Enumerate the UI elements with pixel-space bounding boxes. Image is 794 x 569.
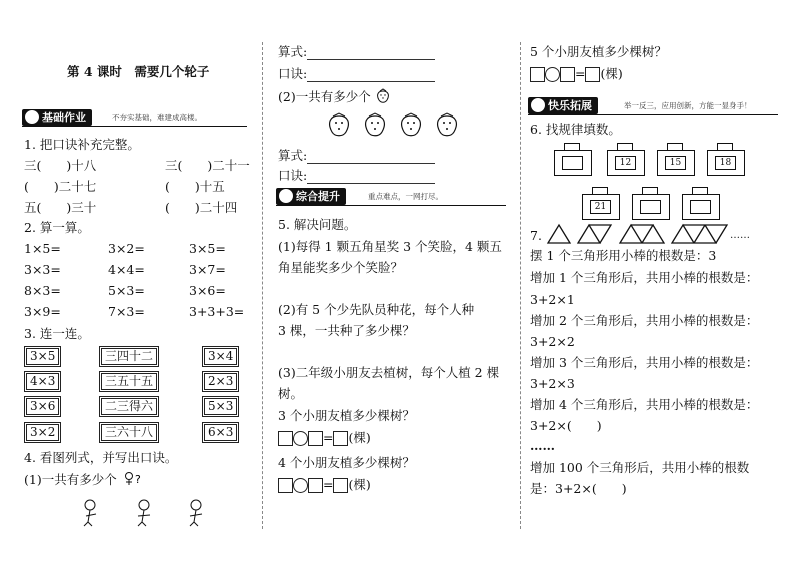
formula-label: 算式: bbox=[278, 148, 308, 163]
q4-title: 4. 看图列式，并写出口诀。 bbox=[24, 450, 178, 465]
answer-box[interactable] bbox=[530, 67, 545, 82]
q4-sub1 bbox=[24, 471, 143, 488]
rhyme-label: 口诀: bbox=[278, 168, 308, 183]
strawberry-icon bbox=[375, 88, 391, 104]
q4-sub2 bbox=[278, 88, 391, 105]
column-right bbox=[520, 0, 794, 569]
banner-label: 综合提升 bbox=[276, 188, 346, 205]
triangle-icon bbox=[548, 225, 570, 243]
match-middle-item[interactable]: 三五十五 bbox=[101, 373, 157, 390]
equation-row: = (棵) bbox=[278, 430, 371, 446]
answer-box[interactable] bbox=[585, 67, 600, 82]
mascot-icon bbox=[530, 97, 546, 113]
rhyme-label: 口诀: bbox=[278, 66, 308, 81]
q7-line: 增加 1 个三角形后，共用小棒的根数是： bbox=[530, 270, 759, 285]
banner-slogan: 举一反三，应用创新，方能一显身手！ bbox=[624, 101, 752, 110]
q3-title: 3. 连一连。 bbox=[24, 326, 90, 341]
problem-3a: 3 个小朋友植多少棵树？ bbox=[278, 408, 415, 423]
strawberry-icon bbox=[330, 113, 349, 136]
answer-box[interactable] bbox=[278, 478, 293, 493]
pattern-box bbox=[632, 194, 670, 220]
banner-rule bbox=[528, 114, 778, 115]
q4-sub1-text: (1)一共有多少个 bbox=[24, 472, 117, 487]
pattern-box bbox=[707, 150, 745, 176]
match-left-group bbox=[24, 422, 61, 443]
q2-item: 4×4= bbox=[108, 262, 145, 277]
column-left bbox=[0, 0, 262, 569]
pattern-box-handle bbox=[642, 187, 658, 194]
answer-box[interactable] bbox=[308, 478, 323, 493]
q7-number: 7. bbox=[530, 228, 542, 243]
q7-line: 摆 1 个三角形用小棒的根数是：3 bbox=[530, 248, 717, 263]
q2-item: 3×5= bbox=[189, 241, 226, 256]
formula-label: 算式: bbox=[278, 44, 308, 59]
pattern-box bbox=[607, 150, 645, 176]
match-left-group bbox=[24, 371, 61, 392]
q5-title: 5. 解决问题。 bbox=[278, 217, 357, 232]
match-right-item[interactable]: 6×3 bbox=[204, 424, 237, 441]
q7-line: 3+2×3 bbox=[530, 376, 575, 391]
banner-rule bbox=[276, 205, 506, 206]
pattern-box-handle bbox=[692, 187, 708, 194]
mascot-icon bbox=[24, 109, 40, 125]
cartoon-figure-icon bbox=[84, 500, 96, 526]
pattern-box bbox=[682, 194, 720, 220]
pattern-box-value: 21 bbox=[590, 200, 611, 214]
triangle-pattern bbox=[546, 223, 746, 245]
match-right-group bbox=[202, 396, 239, 417]
q2-item: 3×7= bbox=[189, 262, 226, 277]
unit-label: (棵) bbox=[600, 66, 623, 81]
problem-3-line: (3)二年级小朋友去植树，每个人植 2 棵 bbox=[278, 365, 500, 380]
q1-item: 三( )十八 bbox=[24, 158, 97, 173]
match-middle-group bbox=[99, 346, 159, 367]
formula-row bbox=[278, 44, 435, 60]
strawberry-icon bbox=[366, 113, 385, 136]
q2-item: 3×3= bbox=[24, 262, 61, 277]
q1-title: 1. 把口诀补充完整。 bbox=[24, 137, 140, 152]
pattern-box-handle bbox=[564, 143, 580, 150]
problem-3-line: 树。 bbox=[278, 386, 304, 401]
banner-rule bbox=[22, 126, 247, 127]
match-left-item[interactable]: 3×5 bbox=[26, 348, 59, 365]
answer-box[interactable] bbox=[333, 478, 348, 493]
problem-1-line: 角星能奖多少个笑脸？ bbox=[278, 260, 404, 275]
match-middle-item[interactable]: 三六十八 bbox=[101, 424, 157, 441]
pattern-box-value[interactable] bbox=[690, 200, 711, 214]
operator-circle[interactable] bbox=[293, 431, 308, 446]
match-middle-item[interactable]: 三四十二 bbox=[101, 348, 157, 365]
q2-item: 5×3= bbox=[108, 283, 145, 298]
pattern-box bbox=[657, 150, 695, 176]
problem-3c: 5 个小朋友植多少棵树？ bbox=[530, 44, 667, 59]
pattern-box bbox=[582, 194, 620, 220]
answer-box[interactable] bbox=[333, 431, 348, 446]
problem-3b: 4 个小朋友植多少棵树？ bbox=[278, 455, 415, 470]
q2-item: 8×3= bbox=[24, 283, 61, 298]
match-right-item[interactable]: 2×3 bbox=[204, 373, 237, 390]
match-middle-item[interactable]: 二三得六 bbox=[101, 398, 157, 415]
q7-line: 增加 3 个三角形后，共用小棒的根数是： bbox=[530, 355, 759, 370]
banner-slogan: 不夯实基础，难建成高楼。 bbox=[112, 113, 202, 122]
column-middle bbox=[262, 0, 520, 569]
triangle-triple-icon bbox=[620, 225, 664, 243]
pattern-box-handle bbox=[717, 143, 733, 150]
pattern-box-handle bbox=[617, 143, 633, 150]
formula-answer-line[interactable] bbox=[307, 45, 435, 60]
q1-item: ( )二十四 bbox=[165, 200, 238, 215]
rhyme-answer-line[interactable] bbox=[307, 67, 435, 82]
section-banner-extension bbox=[528, 97, 778, 115]
match-middle-group bbox=[99, 396, 159, 417]
match-left-group bbox=[24, 346, 61, 367]
mascot-icon bbox=[278, 188, 294, 204]
svg-text:?: ? bbox=[134, 473, 141, 486]
lesson-title: 第 4 课时 需要几个轮子 bbox=[67, 64, 210, 79]
match-left-item[interactable]: 4×3 bbox=[26, 373, 59, 390]
pattern-box-handle bbox=[592, 187, 608, 194]
match-left-item[interactable]: 3×2 bbox=[26, 424, 59, 441]
q7-line: 3+2×1 bbox=[530, 292, 575, 307]
rhyme-row bbox=[278, 66, 435, 82]
answer-box[interactable] bbox=[278, 431, 293, 446]
q7-line: 增加 100 个三角形后，共用小棒的根数 bbox=[530, 460, 750, 475]
match-right-item[interactable]: 5×3 bbox=[204, 398, 237, 415]
match-right-group bbox=[202, 346, 239, 367]
unit-label: (棵) bbox=[348, 477, 371, 492]
strawberry-group bbox=[324, 112, 474, 140]
section-banner-advanced bbox=[276, 188, 506, 206]
answer-box[interactable] bbox=[560, 67, 575, 82]
q7-line: 增加 4 个三角形后，共用小棒的根数是： bbox=[530, 397, 759, 412]
pattern-box-value: 12 bbox=[615, 156, 636, 170]
match-right-group bbox=[202, 371, 239, 392]
q7-answer-line[interactable]: 是：3+2×( ) bbox=[530, 481, 627, 496]
match-middle-group bbox=[99, 422, 159, 443]
pattern-box bbox=[554, 150, 592, 176]
banner-slogan: 重点难点，一网打尽。 bbox=[368, 192, 443, 201]
match-right-item[interactable]: 3×4 bbox=[204, 348, 237, 365]
q2-title: 2. 算一算。 bbox=[24, 220, 90, 235]
q7-line: …… bbox=[530, 438, 555, 453]
q7-line: 增加 2 个三角形后，共用小棒的根数是： bbox=[530, 313, 759, 328]
answer-box[interactable] bbox=[308, 431, 323, 446]
rhyme-row bbox=[278, 168, 435, 184]
q2-item: 3+3+3= bbox=[189, 304, 245, 319]
banner-label: 快乐拓展 bbox=[528, 97, 598, 114]
q6-title: 6. 找规律填数。 bbox=[530, 122, 621, 137]
strawberry-icon bbox=[438, 113, 457, 136]
pattern-box-handle bbox=[667, 143, 683, 150]
pattern-box-value: 18 bbox=[715, 156, 736, 170]
formula-answer-line[interactable] bbox=[307, 149, 435, 164]
pattern-box-value: 15 bbox=[665, 156, 686, 170]
cartoon-figure-icon bbox=[138, 500, 150, 526]
rhyme-answer-line[interactable] bbox=[307, 169, 435, 184]
q2-item: 3×9= bbox=[24, 304, 61, 319]
match-left-group bbox=[24, 396, 61, 417]
strawberry-icon bbox=[402, 113, 421, 136]
q1-item: ( )二十七 bbox=[24, 179, 97, 194]
q2-item: 7×3= bbox=[108, 304, 145, 319]
unit-label: (棵) bbox=[348, 430, 371, 445]
problem-2-line: 3 棵，一共种了多少棵？ bbox=[278, 323, 415, 338]
q2-item: 3×2= bbox=[108, 241, 145, 256]
q7-line: 3+2×2 bbox=[530, 334, 575, 349]
cartoon-figure-icon bbox=[190, 500, 202, 526]
match-right-group bbox=[202, 422, 239, 443]
match-left-item[interactable]: 3×6 bbox=[26, 398, 59, 415]
q1-item: ( )十五 bbox=[165, 179, 225, 194]
match-middle-group bbox=[99, 371, 159, 392]
equation-row: = (棵) bbox=[278, 477, 371, 493]
problem-1-line: (1)每得 1 颗五角星奖 3 个笑脸，4 颗五 bbox=[278, 239, 502, 254]
q2-item: 1×5= bbox=[24, 241, 61, 256]
pattern-box-value[interactable] bbox=[562, 156, 583, 170]
pattern-box-value[interactable] bbox=[640, 200, 661, 214]
triangle-pair-icon bbox=[578, 225, 611, 243]
equation-row: = (棵) bbox=[530, 66, 623, 82]
operator-circle[interactable] bbox=[545, 67, 560, 82]
q1-item: 三( )二十一 bbox=[165, 158, 250, 173]
triangle-quad-icon bbox=[672, 225, 727, 243]
section-banner-basic bbox=[22, 109, 247, 127]
formula-row bbox=[278, 148, 435, 164]
cartoon-figures-group bbox=[78, 496, 228, 528]
operator-circle[interactable] bbox=[293, 478, 308, 493]
q2-item: 3×6= bbox=[189, 283, 226, 298]
q4-sub2-text: (2)一共有多少个 bbox=[278, 89, 371, 104]
q7-ellipsis: …… bbox=[730, 230, 750, 241]
q7-answer-line[interactable]: 3+2×( ) bbox=[530, 418, 602, 433]
cartoon-figure-icon bbox=[121, 471, 143, 487]
banner-label: 基础作业 bbox=[22, 109, 92, 126]
problem-2-line: (2)有 5 个少先队员种花，每个人种 bbox=[278, 302, 475, 317]
q1-item: 五( )三十 bbox=[24, 200, 97, 215]
